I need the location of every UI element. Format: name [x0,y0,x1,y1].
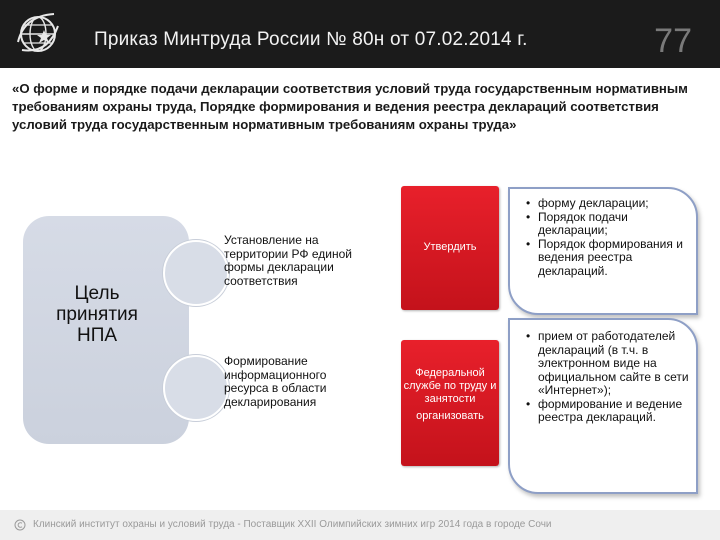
details-organize-list [526,330,692,425]
list-item: • прием от работодателей деклараций (в т.ч. в электронном виде на официальном сайте в сети «Интернет»); [526,330,692,398]
list-item: • формирование и ведение реестра деклараций. [526,398,692,425]
organize-label: организовать [416,410,484,422]
connector-circle-2 [163,355,229,421]
details-approve-box [508,187,698,315]
document-subtitle: «О форме и порядке подачи декларации соответствия условий труда государственным нормативным требованиям охраны труда, Порядке формирования и ведения реестра деклараций соответствия условий труда государственным нормативным требованиям охраны труда» [12,81,688,132]
slide-number: 77 [654,22,692,60]
approve-label: Утвердить [423,241,477,253]
approve-box [401,186,499,310]
details-approve-list [526,197,692,278]
connector-circle-1 [163,240,229,306]
list-item: • Порядок подачи декларации; [526,211,692,238]
goal-label: Цель принятия НПА [56,283,138,346]
details-organize-box [508,318,698,494]
copyright-icon [14,519,26,531]
list-item: • форму декларации; [526,197,692,211]
organize-agency-label: Федеральной службе по труду и занятости [403,367,497,405]
footer-text: Клинский институт охраны и условий труда - Поставщик XXII Олимпийских зимних игр 2014 года в городе Сочи [33,519,552,530]
footer-bar [0,510,720,540]
page-title: Приказ Минтруда России № 80н от 07.02.2014 г. [94,29,528,50]
list-item: • Порядок формирования и ведения реестра деклараций. [526,238,692,279]
globe-logo-icon [14,10,62,58]
goal-item-unified-form: Установление на территории РФ единой формы декларации соответствия [224,233,352,288]
header-bar [0,0,720,68]
organize-box [401,340,499,466]
goal-item-information-resource: Формирование информационного ресурса в области декларирования [224,354,327,409]
